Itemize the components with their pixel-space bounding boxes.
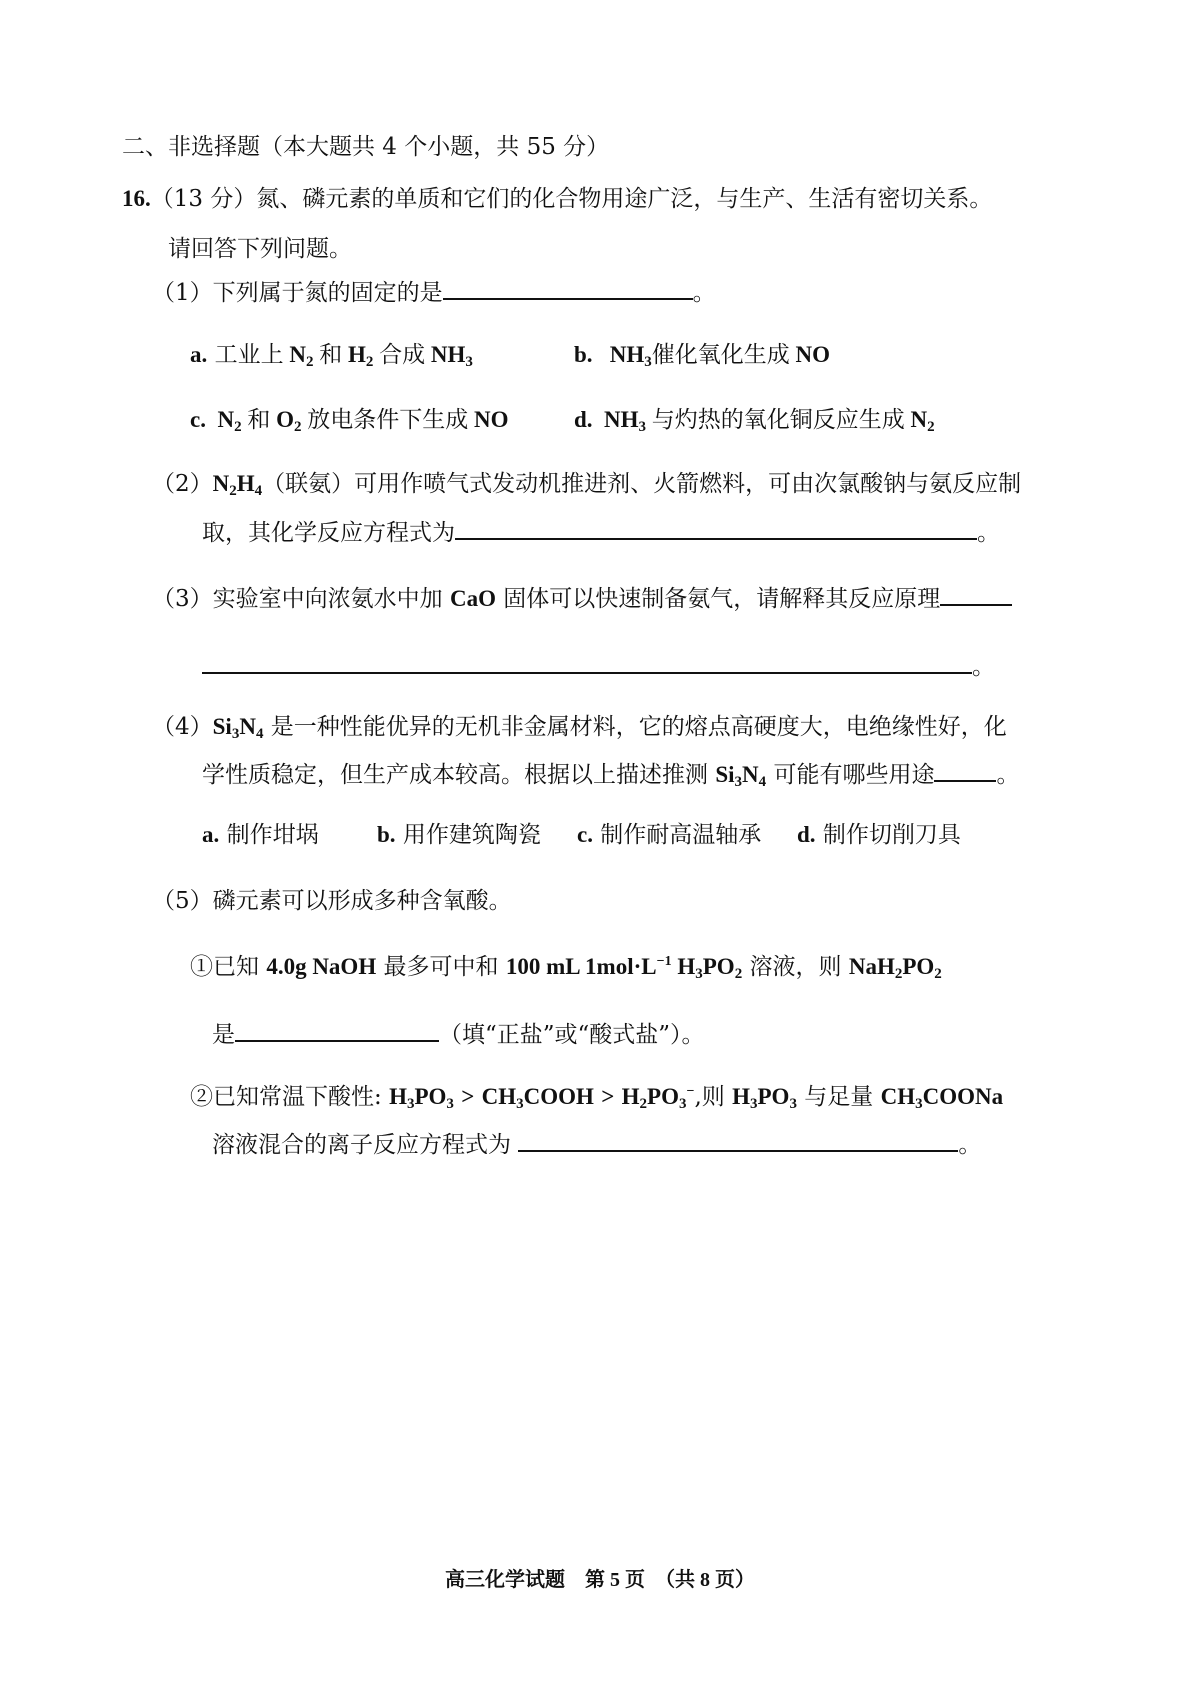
option-text: 工业上	[214, 342, 284, 368]
section-header: 二、非选择题（本大题共 4 个小题，共 55 分）	[122, 134, 610, 160]
part-3-text: 固体可以快速制备氨气，请解释其反应原理	[503, 586, 941, 612]
answer-blank-3a[interactable]	[940, 580, 1012, 606]
operator: >	[461, 1084, 475, 1109]
circled-number: ②	[190, 1084, 213, 1110]
option-text: 制作坩埚	[226, 822, 319, 848]
option-label: d.	[574, 407, 593, 432]
part-label: （5）	[152, 888, 213, 914]
quantity: 4.0g NaOH	[266, 954, 377, 979]
part-4-option-b	[377, 820, 541, 850]
charge: −	[686, 1084, 695, 1099]
part-1-prompt	[152, 274, 716, 308]
option-text: 制作耐高温轴承	[600, 822, 762, 848]
part-5-text: 磷元素可以形成多种含氧酸。	[212, 888, 512, 914]
part-5-prompt	[152, 886, 512, 916]
period: 。	[958, 1132, 982, 1158]
answer-blank-3b[interactable]	[202, 648, 972, 674]
part-5-sub-1: ①已知 4.0g NaOH 最多可中和 100 mL $1mol\cdot L^{-1}$ $H_3PO_2$ 溶液，则 $NaH_2PO_2$	[190, 954, 942, 982]
option-text: 催化氧化生成	[651, 342, 790, 368]
part-label: （3）	[152, 586, 213, 612]
option-text: 制作切削刀具	[822, 822, 961, 848]
answer-blank-5b[interactable]	[518, 1126, 958, 1152]
part-1-option-c: c. $N_2$ 和 $O_2$ 放电条件下生成 NO	[190, 407, 509, 435]
formula: CaO	[449, 586, 496, 611]
period: 。	[977, 520, 1000, 546]
question-16-intro-2: 请回答下列问题。	[168, 236, 352, 262]
option-label: b.	[574, 342, 593, 367]
question-16-intro	[122, 184, 992, 214]
part-1-option-a: a. 工业上 $N_2$ 和 $H_2$ 合成 $NH_3$	[190, 342, 473, 370]
option-label: b.	[377, 822, 396, 847]
part-4-text: 学性质稳定，但生产成本较高。根据以上描述推测	[202, 762, 708, 788]
part-1-text: 下列属于氮的固定的是	[212, 280, 443, 306]
option-label: a.	[190, 342, 208, 367]
part-4-option-d	[797, 820, 961, 850]
part-4-options	[202, 820, 319, 850]
option-label: c.	[190, 407, 206, 432]
part-2-prompt-line2	[202, 514, 1000, 548]
page-footer: 高三化学试题 第 5 页 （共 8 页）	[445, 1569, 755, 1591]
part-label: （1）	[152, 280, 213, 306]
part-4-prompt: $(4)Si_3N_4$ 是一种性能优异的无机非金属材料，它的熔点高硬度大，电绝缘性好，化	[152, 714, 1007, 742]
circled-number: ①	[190, 954, 213, 980]
part-label: （4）	[152, 714, 213, 740]
sub-text: ,则	[694, 1084, 725, 1110]
sub-text: 已知	[213, 954, 259, 980]
period: 。	[972, 654, 995, 680]
option-label: a.	[202, 822, 220, 847]
part-3-answer-line	[202, 648, 995, 682]
part-4-text: 是一种性能优异的无机非金属材料，它的熔点高硬度大，电绝缘性好，化	[270, 714, 1007, 740]
option-text: 合成	[379, 342, 426, 368]
part-5-sub-2-line2	[212, 1126, 981, 1160]
question-intro-text: 氮、磷元素的单质和它们的化合物用途广泛，与生产、生活有密切关系。	[256, 186, 993, 212]
question-points: （13 分）	[150, 186, 257, 212]
exponent: −1	[656, 954, 672, 969]
period: 。	[996, 762, 1020, 788]
sub-text: 溶液混合的离子反应方程式为	[212, 1132, 511, 1158]
sub-text: 与足量	[804, 1084, 874, 1110]
part-4-prompt-line2: 学性质稳定，但生产成本较高。根据以上描述推测 $Si_3N_4$ 可能有哪些用途 。	[202, 756, 1019, 790]
option-text: 和	[247, 407, 271, 433]
sub-text: 是	[212, 1022, 235, 1048]
part-2-text: （联氨）可用作喷气式发动机推进剂、火箭燃料，可由次氯酸钠与氨反应制	[262, 471, 1022, 497]
part-3-prompt	[152, 580, 1012, 614]
part-4-option-c	[577, 820, 761, 850]
option-text: 用作建筑陶瓷	[402, 822, 541, 848]
option-text: 和	[319, 342, 343, 368]
question-number: 16.	[122, 186, 151, 211]
sub-text: 最多可中和	[383, 954, 499, 980]
operator: >	[601, 1084, 615, 1109]
answer-blank-2[interactable]	[455, 514, 977, 540]
option-text: 放电条件下生成	[307, 407, 469, 433]
sub-text: 已知常温下酸性:	[213, 1084, 382, 1110]
part-5-sub-2: ②已知常温下酸性: $H_3PO_3$ > $CH_3COOH > H_2PO_3^-$,则 $H_3PO_3$ 与足量 $CH_3COONa$	[190, 1084, 1004, 1112]
option-label: c.	[577, 822, 593, 847]
part-1-option-d: d. $NH_3$ 与灼热的氧化铜反应生成 $N_2$	[574, 407, 935, 435]
part-4-text: 可能有哪些用途	[773, 762, 935, 788]
part-3-text: 实验室中向浓氨水中加	[212, 586, 443, 612]
part-5-sub-1-line2	[212, 1016, 705, 1050]
part-2-text: 取，其化学反应方程式为	[202, 520, 455, 546]
option-text: 与灼热的氧化铜反应生成	[651, 407, 905, 433]
answer-blank-1[interactable]	[443, 274, 693, 300]
answer-blank-5a[interactable]	[235, 1016, 439, 1042]
part-1-option-b: b. $NH_3$催化氧化生成 NO	[574, 342, 831, 370]
part-2-prompt: $(2)N_2H_4$（联氨）可用作喷气式发动机推进剂、火箭燃料，可由次氯酸钠与氨反应制	[152, 471, 1022, 499]
option-label: d.	[797, 822, 816, 847]
concentration: 100 mL 1mol·L	[505, 954, 657, 979]
part-label: （2）	[152, 471, 213, 497]
period: 。	[692, 280, 716, 306]
sub-text: 溶液，则	[749, 954, 842, 980]
sub-text: （填“正盐”或“酸式盐”）。	[439, 1022, 705, 1048]
answer-blank-4[interactable]	[934, 756, 996, 782]
